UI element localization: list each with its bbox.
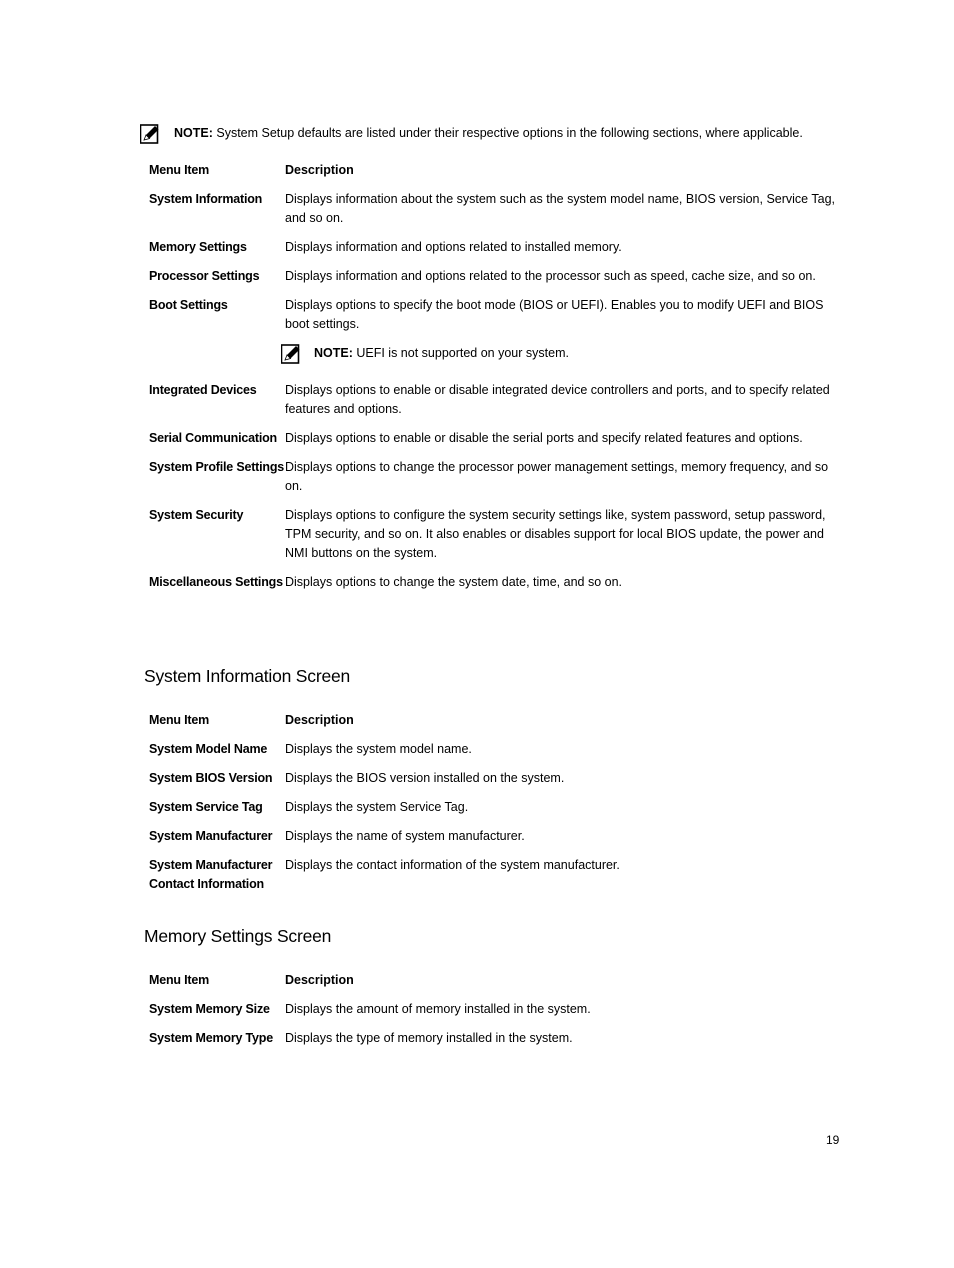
note-label: NOTE: (174, 126, 213, 140)
menu-item-label: System Manufacturer (149, 829, 273, 843)
menu-item-description: Displays information about the system such as the system model name, BIOS version, Service Tag, and so on. (285, 192, 836, 225)
column-header-menu-item: Menu Item (149, 973, 210, 987)
column-header-description: Description (285, 973, 354, 987)
column-header-menu-item: Menu Item (149, 163, 210, 177)
table-row (149, 238, 839, 257)
menu-item-description: Displays options to enable or disable integrated device controllers and ports, and to specify related features and options. (285, 383, 830, 416)
table-row (149, 1000, 839, 1019)
menu-item-description: Displays the amount of memory installed in the system. (285, 1002, 591, 1016)
table-row (149, 769, 839, 788)
menu-item-description: Displays the name of system manufacturer. (285, 829, 525, 843)
menu-item-description: Displays options to enable or disable the serial ports and specify related features and options. (285, 431, 803, 445)
menu-item-description: Displays information and options related to installed memory. (285, 240, 622, 254)
menu-item-description-with-note (285, 296, 839, 364)
table-header-row (149, 711, 839, 730)
table-header-row (149, 161, 839, 180)
menu-item-label: Memory Settings (149, 240, 247, 254)
note-body: System Setup defaults are listed under their respective options in the following sections, where applicable. (212, 126, 803, 140)
menu-item-label: System BIOS Version (149, 771, 273, 785)
note-text (174, 124, 803, 143)
table-row (149, 381, 839, 419)
menu-item-label: Integrated Devices (149, 383, 257, 397)
memory-settings-table (149, 971, 839, 1058)
menu-item-description: Displays the BIOS version installed on the system. (285, 771, 565, 785)
column-header-menu-item: Menu Item (149, 713, 210, 727)
menu-item-label: System Service Tag (149, 800, 263, 814)
menu-item-description: Displays options to specify the boot mode (BIOS or UEFI). Enables you to modify UEFI and BIOS boot settings. (285, 298, 824, 331)
menu-item-label: System Model Name (149, 742, 268, 756)
table-row (149, 573, 839, 592)
page-number: 19 (826, 1133, 840, 1147)
section-heading-memory-settings: Memory Settings Screen (144, 926, 332, 946)
table-row (149, 296, 839, 364)
table-header-row (149, 971, 839, 990)
system-information-table (149, 711, 839, 904)
menu-item-label: Miscellaneous Settings (149, 575, 283, 589)
table-row (149, 740, 839, 759)
section-heading-system-information: System Information Screen (144, 666, 351, 686)
menu-item-label: Processor Settings (149, 269, 260, 283)
table-row (149, 827, 839, 846)
menu-item-label: System Information (149, 192, 263, 206)
table-row (149, 856, 839, 894)
menu-item-label: System Profile Settings (149, 460, 285, 474)
menu-item-description: Displays the system model name. (285, 742, 472, 756)
inline-note-label: NOTE: (314, 346, 353, 360)
menu-item-label: System Memory Type (149, 1031, 273, 1045)
table-row (149, 429, 839, 448)
table-row (149, 190, 839, 228)
menu-item-label: System Memory Size (149, 1002, 270, 1016)
column-header-description: Description (285, 163, 354, 177)
inline-note-callout (281, 344, 839, 364)
menu-item-description: Displays options to change the processor power management settings, memory frequency, and so on. (285, 460, 829, 493)
menu-item-description: Displays options to change the system date, time, and so on. (285, 575, 622, 589)
menu-item-label: System Security (149, 508, 244, 522)
note-callout (140, 124, 803, 144)
menu-item-label: Boot Settings (149, 298, 228, 312)
setup-menu-table (149, 161, 839, 602)
menu-item-description: Displays the contact information of the system manufacturer. (285, 858, 620, 872)
menu-item-label: System Manufacturer Contact Information (149, 858, 273, 891)
pencil-note-icon (281, 344, 301, 364)
menu-item-description: Displays options to configure the system security settings like, system password, setup password, TPM security, and so on. It also enables or disables support for local BIOS update, the power and NMI buttons on the system. (285, 508, 826, 560)
menu-item-description: Displays information and options related to the processor such as speed, cache size, and so on. (285, 269, 816, 283)
table-row (149, 506, 839, 563)
column-header-description: Description (285, 713, 354, 727)
menu-item-label: Serial Communication (149, 431, 277, 445)
table-row (149, 267, 839, 286)
menu-item-description: Displays the system Service Tag. (285, 800, 469, 814)
table-row (149, 1029, 839, 1048)
table-row (149, 798, 839, 817)
inline-note-body: UEFI is not supported on your system. (352, 346, 569, 360)
menu-item-description: Displays the type of memory installed in the system. (285, 1031, 573, 1045)
pencil-note-icon (140, 124, 160, 144)
table-row (149, 458, 839, 496)
inline-note-text (314, 344, 569, 363)
